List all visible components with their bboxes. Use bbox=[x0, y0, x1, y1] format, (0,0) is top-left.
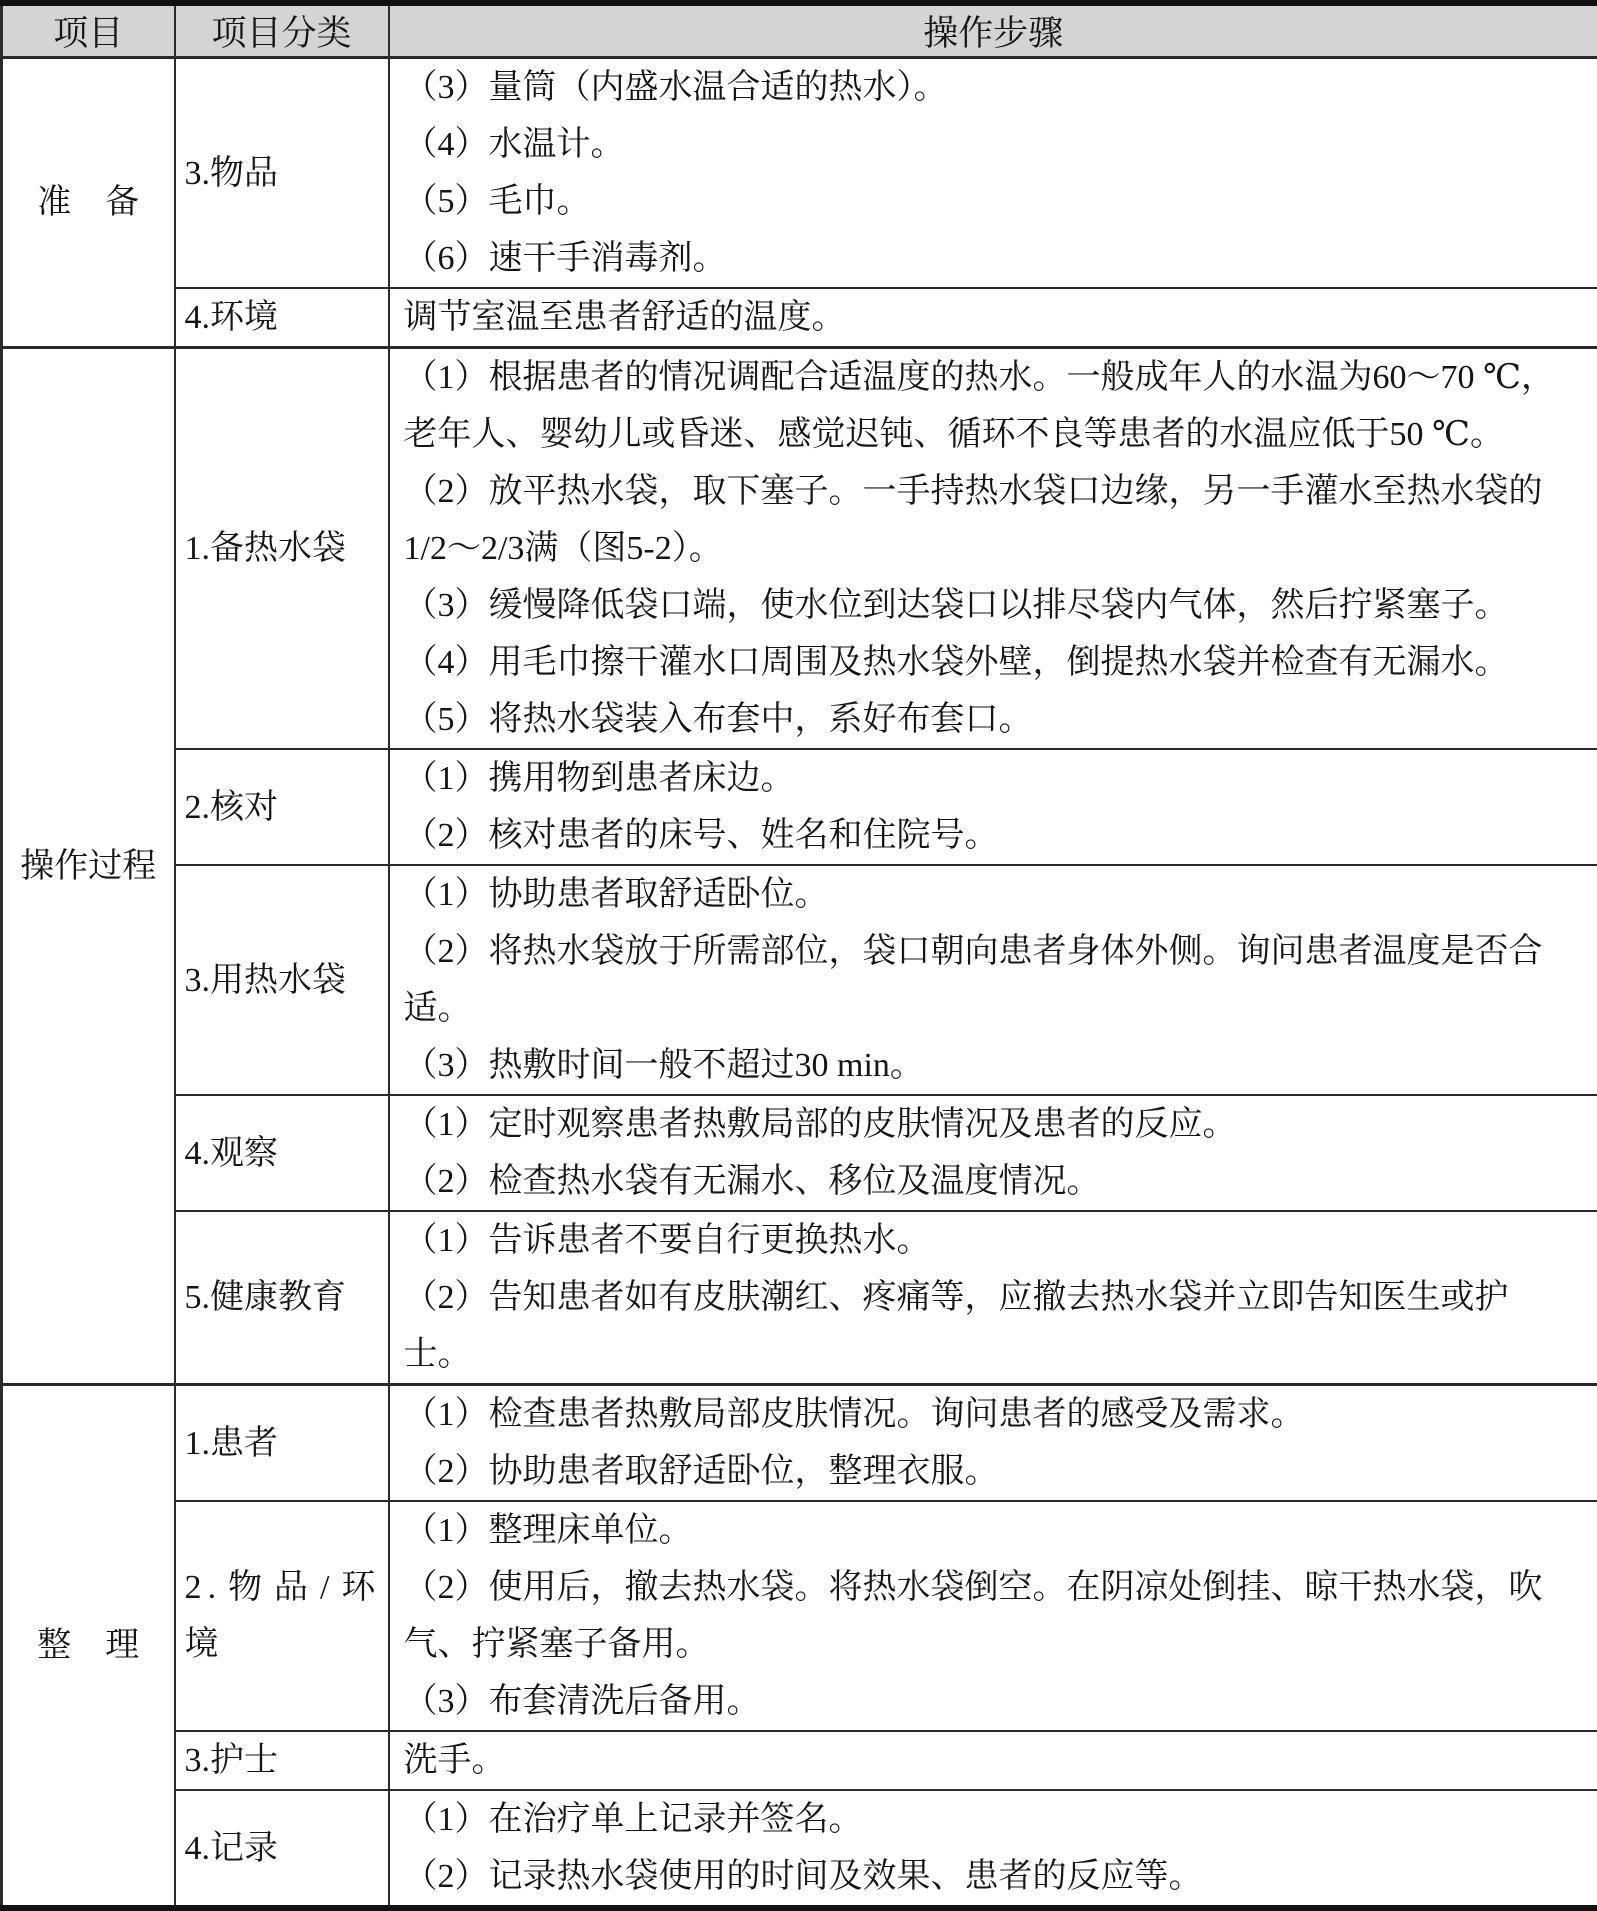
steps-cell bbox=[389, 1501, 1597, 1731]
item-cell: 操作过程 bbox=[2, 348, 175, 1385]
col-header-steps: 操作步骤 bbox=[389, 3, 1597, 58]
step-text: （3）热敷时间一般不超过30 min。 bbox=[404, 1037, 1564, 1094]
steps-cell bbox=[389, 1790, 1597, 1908]
steps-cell bbox=[389, 288, 1597, 348]
category-cell: 3.用热水袋 bbox=[175, 865, 389, 1095]
col-header-item: 项目 bbox=[2, 3, 175, 58]
step-text: （2）使用后，撤去热水袋。将热水袋倒空。在阴凉处倒挂、晾干热水袋，吹气、拧紧塞子备用。 bbox=[404, 1559, 1564, 1673]
step-text: （2）将热水袋放于所需部位，袋口朝向患者身体外侧。询问患者温度是否合适。 bbox=[404, 923, 1564, 1037]
steps-cell bbox=[389, 1211, 1597, 1385]
item-cell: 准 备 bbox=[2, 58, 175, 348]
step-text: （2）记录热水袋使用的时间及效果、患者的反应等。 bbox=[404, 1848, 1564, 1905]
header-row bbox=[2, 3, 1597, 58]
category-cell: 3.物品 bbox=[175, 58, 389, 289]
step-text: （4）水温计。 bbox=[404, 116, 1564, 173]
steps-cell bbox=[389, 348, 1597, 750]
table-row bbox=[2, 1385, 1597, 1502]
category-cell: 4.观察 bbox=[175, 1095, 389, 1211]
table-row bbox=[2, 1095, 1597, 1211]
step-text: （6）速干手消毒剂。 bbox=[404, 230, 1564, 287]
steps-cell bbox=[389, 865, 1597, 1095]
table-row bbox=[2, 1790, 1597, 1908]
category-cell: 3.护士 bbox=[175, 1731, 389, 1790]
category-cell: 4.记录 bbox=[175, 1790, 389, 1908]
table-row bbox=[2, 288, 1597, 348]
category-cell: 4.环境 bbox=[175, 288, 389, 348]
table-row bbox=[2, 348, 1597, 750]
step-text: （3）布套清洗后备用。 bbox=[404, 1673, 1564, 1730]
step-text: （2）告知患者如有皮肤潮红、疼痛等，应撤去热水袋并立即告知医生或护士。 bbox=[404, 1269, 1564, 1383]
category-cell: 1.患者 bbox=[175, 1385, 389, 1502]
step-text: （1）协助患者取舒适卧位。 bbox=[404, 866, 1564, 923]
step-text: （1）根据患者的情况调配合适温度的热水。一般成年人的水温为60～70 ℃，老年人、婴幼儿或昏迷、感觉迟钝、循环不良等患者的水温应低于50 ℃。 bbox=[404, 349, 1564, 463]
table-row bbox=[2, 865, 1597, 1095]
table-body bbox=[2, 58, 1597, 1909]
steps-cell bbox=[389, 58, 1597, 289]
step-text: （2）放平热水袋，取下塞子。一手持热水袋口边缘，另一手灌水至热水袋的1/2～2/3满（图5-2）。 bbox=[404, 463, 1564, 577]
steps-cell bbox=[389, 1385, 1597, 1502]
table-row bbox=[2, 749, 1597, 865]
category-cell: 5.健康教育 bbox=[175, 1211, 389, 1385]
step-text: （2）协助患者取舒适卧位，整理衣服。 bbox=[404, 1443, 1564, 1500]
steps-cell bbox=[389, 749, 1597, 865]
steps-cell bbox=[389, 1095, 1597, 1211]
table-row bbox=[2, 1501, 1597, 1731]
step-text: （1）检查患者热敷局部皮肤情况。询问患者的感受及需求。 bbox=[404, 1386, 1564, 1443]
step-text: （5）将热水袋装入布套中，系好布套口。 bbox=[404, 691, 1564, 748]
step-text: （3）量筒（内盛水温合适的热水）。 bbox=[404, 59, 1564, 116]
item-cell: 整 理 bbox=[2, 1385, 175, 1909]
col-header-category: 项目分类 bbox=[175, 3, 389, 58]
table-row bbox=[2, 58, 1597, 289]
step-text: 洗手。 bbox=[404, 1732, 1564, 1789]
step-text: （5）毛巾。 bbox=[404, 173, 1564, 230]
step-text: 调节室温至患者舒适的温度。 bbox=[404, 289, 1564, 346]
category-cell: 2.核对 bbox=[175, 749, 389, 865]
step-text: （1）定时观察患者热敷局部的皮肤情况及患者的反应。 bbox=[404, 1096, 1564, 1153]
step-text: （2）核对患者的床号、姓名和住院号。 bbox=[404, 807, 1564, 864]
step-text: （1）告诉患者不要自行更换热水。 bbox=[404, 1212, 1564, 1269]
category-cell: 1.备热水袋 bbox=[175, 348, 389, 750]
step-text: （3）缓慢降低袋口端，使水位到达袋口以排尽袋内气体，然后拧紧塞子。 bbox=[404, 577, 1564, 634]
step-text: （1）整理床单位。 bbox=[404, 1502, 1564, 1559]
step-text: （1）携用物到患者床边。 bbox=[404, 750, 1564, 807]
step-text: （4）用毛巾擦干灌水口周围及热水袋外壁，倒提热水袋并检查有无漏水。 bbox=[404, 634, 1564, 691]
table-row bbox=[2, 1731, 1597, 1790]
step-text: （1）在治疗单上记录并签名。 bbox=[404, 1791, 1564, 1848]
table-header bbox=[2, 3, 1597, 58]
step-text: （2）检查热水袋有无漏水、移位及温度情况。 bbox=[404, 1153, 1564, 1210]
category-cell: 2.物品/环境 bbox=[175, 1501, 389, 1731]
table-row bbox=[2, 1211, 1597, 1385]
steps-cell bbox=[389, 1731, 1597, 1790]
